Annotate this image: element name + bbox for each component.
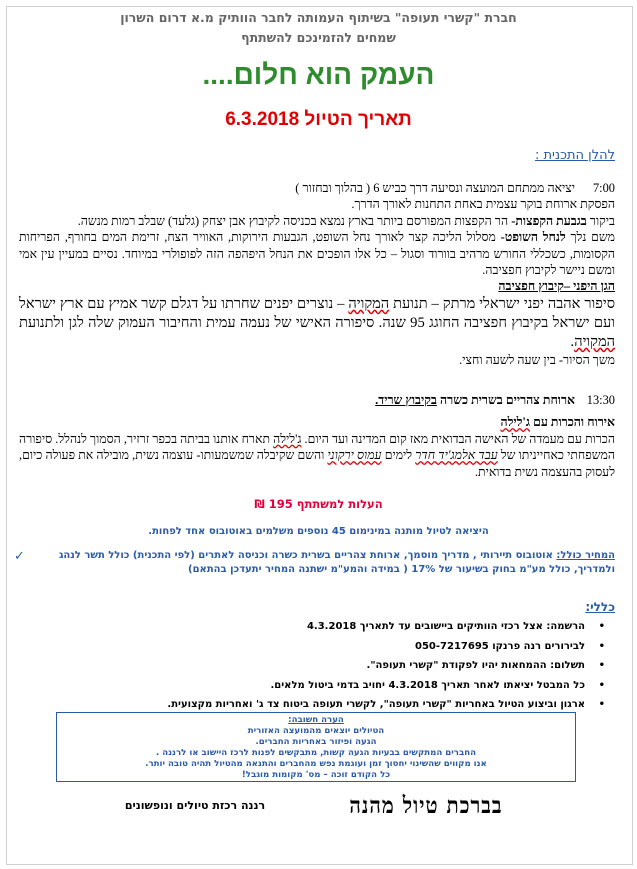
note-line: אנו מקווים שהשינוי יחסוך זמן ועוגמת נפש מהחברים והתנאה מהטיול תהיה טובה יותר. [145,759,487,769]
price-includes-label: המחיר כולל: [556,550,615,561]
visit-paragraph [19,213,615,229]
hosting-text-a: הכרות עם מעמדה של האישה הבדואית מאז קום המדינה ועד היום. [304,431,615,446]
departure-text: יציאה ממתחם המועצה ונסיעה דרך כביש 6 ( בהלוך ובחזור ) [295,181,575,195]
hosting-text-d: והשם שקיבלה שמשמעותו- עוצמה נשית, מובילה את פעולה כיום, לעסוק בהעצמה נשית בדואית. [19,448,615,479]
invitation-line: שמחים להזמינכם להשתתף [241,30,396,45]
schedule-row-departure [19,180,615,196]
price-per-participant: העלות למשתתף 195 ₪ [254,497,383,511]
garden-text-a: סיפור אהבה יפני ישראלי מרתק – תנועת [393,295,615,312]
stream-text: מסלול הליכה קצר לאורך נחל השופט, הגבעות הירוקות, האוויר הצח, זרימת המים בחורף, הפריחות הקסומות, כשכללי החורש מרהיב בוורוד וסגול – כל אלו הופכים את הנחל היפהפה הזה לפופולרי במיוחד. נסיים במעיין עין אמי ומשם ניישר לקיבוץ חפציבה. [19,230,615,278]
garden-term-1: המקויה [348,295,390,312]
note-heading: הערה חשובה: [288,715,344,725]
lunch-place: בקיבוץ שריד. [375,393,437,407]
garden-text-b: – נוצרים יפנים שחרתו על דגלם קשר אמיץ עם ארץ ישראל ועם ישראל בקיבוץ חפציבה החוגג 95 שנה. סיפורה האישי של נעמה עמית והחיבור העמוק שלה לגן ולתנועת [19,295,615,331]
list-item: • כל המבטל יציאתו לאחר תאריך 4.3.2018 יחויב בדמי ביטול מלאים. [35,676,615,696]
garden-period: . [570,333,575,350]
visit-place: בגבעת הקפצות- [511,213,587,228]
hosting-text: אירוח והכרות עם [533,415,615,430]
note-line: הטיולים יוצאים מהמועצה האזורית [247,726,385,736]
program-body [19,180,615,368]
visit-text: הר הקפצות המפורסם ביותר בארץ נמצא בכניסה לקיבוץ אבן יצחק (גלעד) שבלב רמות מנשה. [77,213,509,228]
tour-duration: משך הסיור- בין שעה לשעה וחצי. [459,352,615,367]
hosting-text-c: לימים [384,448,413,463]
hosting-heading [19,414,615,430]
signature: רננה רכזת טיולים ונופשונים [124,799,266,812]
checkmark-icon: ✓ [14,549,25,564]
time-lunch: 13:30 [586,393,615,407]
japanese-garden-heading: הגן היפני –קיבוץ חפציבה [498,279,615,294]
schedule-row-lunch [19,392,615,408]
list-item: • תשלום: ההמחאות יהיו לפקודת "קשרי תעופה". [35,656,615,676]
program-heading: להלן התכנית : [534,148,615,163]
stream-paragraph [19,229,615,278]
japanese-garden-paragraph [19,295,615,352]
relative-later-name: עמוס ירקוני [327,448,382,463]
price-includes [25,549,615,577]
hosting-paragraph [19,431,615,480]
lunch-text-a: ארוחת צהריים בשרית כשרה [439,393,575,407]
price-includes-text: אוטובוס תיירותי , מדריך מוסמך, ארוחת צהריים בשרית כשרה וכניסה לאתרים (לפי התכנית) כולל תשר לנהג ולמדריך, כולל מע"מ בחוק בשיעור של 17% ( במידה והמע"מ ישתנה המחיר יתעדכן בהתאם) [58,550,615,575]
host-name-2: ג'לילה [273,431,302,446]
relative-name: עבד אלמג'יד חדר [415,448,498,463]
hosting-text-b: תארח אותנו בביתה בכפר זרזיר, הסמוך לנהלל. סיפורה המשפחתי כאחייניתו של [19,431,615,463]
minimum-participants: היציאה לטיול מותנה במינימום 45 נוספים משלמים באוטובוס אחד לפחות. [148,526,489,537]
host-name: ג'לילה [500,415,530,430]
general-heading: כללי: [585,600,615,614]
time-departure: 7:00 [592,181,615,195]
afternoon-body [19,392,615,480]
general-list [35,617,615,715]
stream-intro: משם נלך [570,230,615,245]
note-line: הגעה ופיזור באחריות החברים. [255,737,377,747]
closing-blessing: בברכת טיול מהנה [349,791,503,819]
page-title: העמק הוא חלום.... [202,59,435,90]
visit-intro: ביקור [589,213,615,228]
organization-line: חברת "קשרי תעופה" בשיתוף העמותה לחבר הוותיק מ.א דרום השרון [120,10,517,25]
important-note-box [56,712,576,782]
note-line: כל הקודם זוכה – מס' מקומות מוגבל! [241,770,391,780]
breakfast-text: הפסקת ארוחת בוקר עצמית באחת התחנות לאורך הדרך. [351,197,615,212]
list-item: • הרשמה: אצל רכזי הוותיקים ביישובים עד לתאריך 4.3.2018 [35,617,615,637]
trip-date: תאריך הטיול 6.3.2018 [225,109,412,130]
garden-term-2: המקויה [574,333,615,350]
list-item: • לבירורים רנה פרנקו 050-7217695 [35,637,615,657]
list-item: • ארגון וביצוע הטיול באחריות "קשרי תעופה", לקשרי תעופה ביטוח צד ג' ואחריות מקצועית. [35,695,615,715]
lunch-text [375,392,575,408]
note-line: החברים המתקשים בבעיות הגעה קשות, מתבקשים לפנות לרכז היישוב או לרננה . [156,748,476,758]
stream-place: לנחל השופט- [500,230,566,245]
